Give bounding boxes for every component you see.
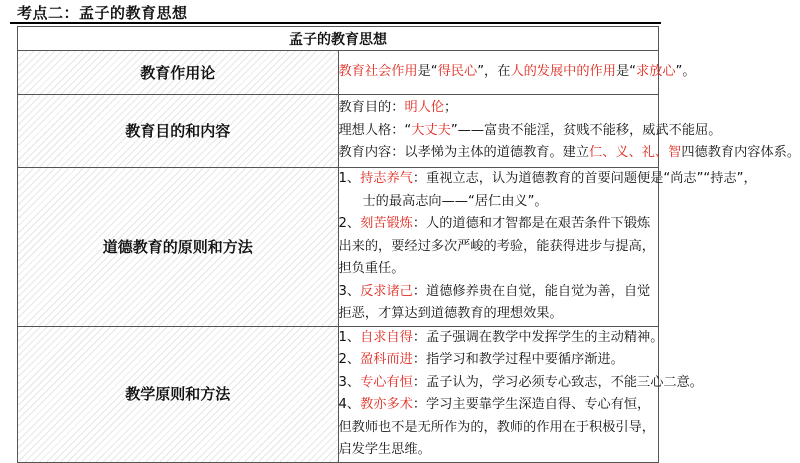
text-segment: 明人伦 bbox=[404, 100, 444, 116]
title-divider bbox=[10, 22, 661, 24]
text-segment: ； bbox=[444, 100, 458, 116]
text-segment: 3、 bbox=[338, 283, 361, 299]
text-segment: 反求诸己 bbox=[360, 283, 413, 299]
text-segment: 士的最高志向——“居仁由义”。 bbox=[362, 193, 548, 209]
text-segment: ：孟子强调在教学中发挥学生的主动精神。 bbox=[412, 329, 664, 345]
content-line bbox=[338, 61, 696, 84]
mencius-education-table bbox=[17, 26, 800, 463]
text-segment: 是“ bbox=[417, 64, 438, 80]
text-segment: ”——富贵不能淫，贫贱不能移，威武不能屈。 bbox=[450, 122, 722, 138]
text-segment: 人的发展中的作用 bbox=[510, 64, 616, 80]
content-line bbox=[339, 191, 659, 214]
text-segment: 持志养气 bbox=[360, 171, 413, 186]
row-content-moral-education bbox=[338, 168, 757, 327]
table-title: 孟子的教育思想 bbox=[18, 27, 659, 51]
text-segment: 2、 bbox=[338, 216, 361, 231]
text-segment: 是“ bbox=[615, 64, 636, 80]
text-segment: ：孟子认为，学习必须专心致志，不能三心二意。 bbox=[412, 374, 703, 390]
section-title: 考点二：孟子的教育思想 bbox=[17, 4, 188, 22]
text-segment: 1、 bbox=[338, 329, 361, 345]
text-segment: ：人的道德和才智都是在艰苦条件下锻炼出来的，要经过多次严峻的考验，能获得进步与提高，担负重任。 bbox=[338, 216, 655, 276]
text-segment: ”。 bbox=[675, 64, 696, 80]
content-line bbox=[338, 327, 664, 350]
text-segment: 大丈夫 bbox=[411, 122, 451, 138]
content-line bbox=[339, 349, 659, 372]
text-segment: 自求自得 bbox=[360, 329, 413, 345]
content-line bbox=[338, 142, 800, 165]
table-row bbox=[18, 51, 659, 95]
text-segment: ”，在 bbox=[477, 64, 511, 80]
text-segment: ：道德修养贵在自觉，能自觉为善，自觉拒恶，才算达到道德教育的理想效果。 bbox=[338, 283, 651, 321]
text-segment: 教育社会作用 bbox=[338, 64, 418, 80]
content-line bbox=[338, 120, 722, 143]
row-label-education-role: 教育作用论 bbox=[18, 51, 339, 95]
text-segment: 刻苦锻炼 bbox=[360, 216, 413, 231]
table-row bbox=[18, 326, 659, 462]
text-segment: ：学习主要靠学生深造自得、专心有恒，但教师也不是无所作为的，教师的作用在于积极引导，启发学生思维。 bbox=[338, 397, 655, 457]
text-segment: 盈科而进 bbox=[360, 352, 413, 367]
row-label-teaching-principles: 教学原则和方法 bbox=[18, 326, 339, 462]
text-segment: 教亦多术 bbox=[360, 397, 413, 412]
text-segment: ：重视立志，认为道德教育的首要问题便是“尚志”“持志”， bbox=[412, 171, 757, 186]
text-segment: 四德教育内容体系。 bbox=[681, 145, 800, 161]
row-content-teaching-principles bbox=[338, 326, 703, 462]
text-segment: 专心有恒 bbox=[360, 374, 413, 390]
text-segment: 3、 bbox=[338, 374, 361, 390]
content-line bbox=[338, 168, 757, 191]
content-line bbox=[339, 394, 659, 462]
table-row bbox=[18, 95, 659, 168]
content-line bbox=[339, 97, 659, 120]
text-segment: 4、 bbox=[338, 397, 361, 412]
text-segment: 1、 bbox=[338, 171, 361, 186]
text-segment: 2、 bbox=[338, 352, 361, 367]
text-segment: 理想人格：“ bbox=[338, 122, 412, 138]
row-label-moral-education: 道德教育的原则和方法 bbox=[18, 168, 339, 327]
text-segment: 教育内容：以孝悌为主体的道德教育。建立 bbox=[338, 145, 590, 161]
content-line bbox=[338, 372, 703, 395]
text-segment: ：指学习和教学过程中要循序渐进。 bbox=[412, 352, 624, 367]
text-segment: 教育目的： bbox=[338, 100, 405, 116]
content-line bbox=[339, 213, 659, 281]
text-segment: 得民心 bbox=[437, 64, 478, 80]
table-header-row bbox=[18, 27, 659, 51]
content-line bbox=[339, 281, 659, 326]
text-segment: 仁、义、礼、智 bbox=[589, 145, 682, 161]
table-row bbox=[18, 168, 659, 327]
row-label-education-aim: 教育目的和内容 bbox=[18, 95, 339, 168]
row-content-education-role bbox=[338, 51, 696, 95]
text-segment: 求放心 bbox=[635, 64, 676, 80]
row-content-education-aim bbox=[338, 95, 800, 168]
